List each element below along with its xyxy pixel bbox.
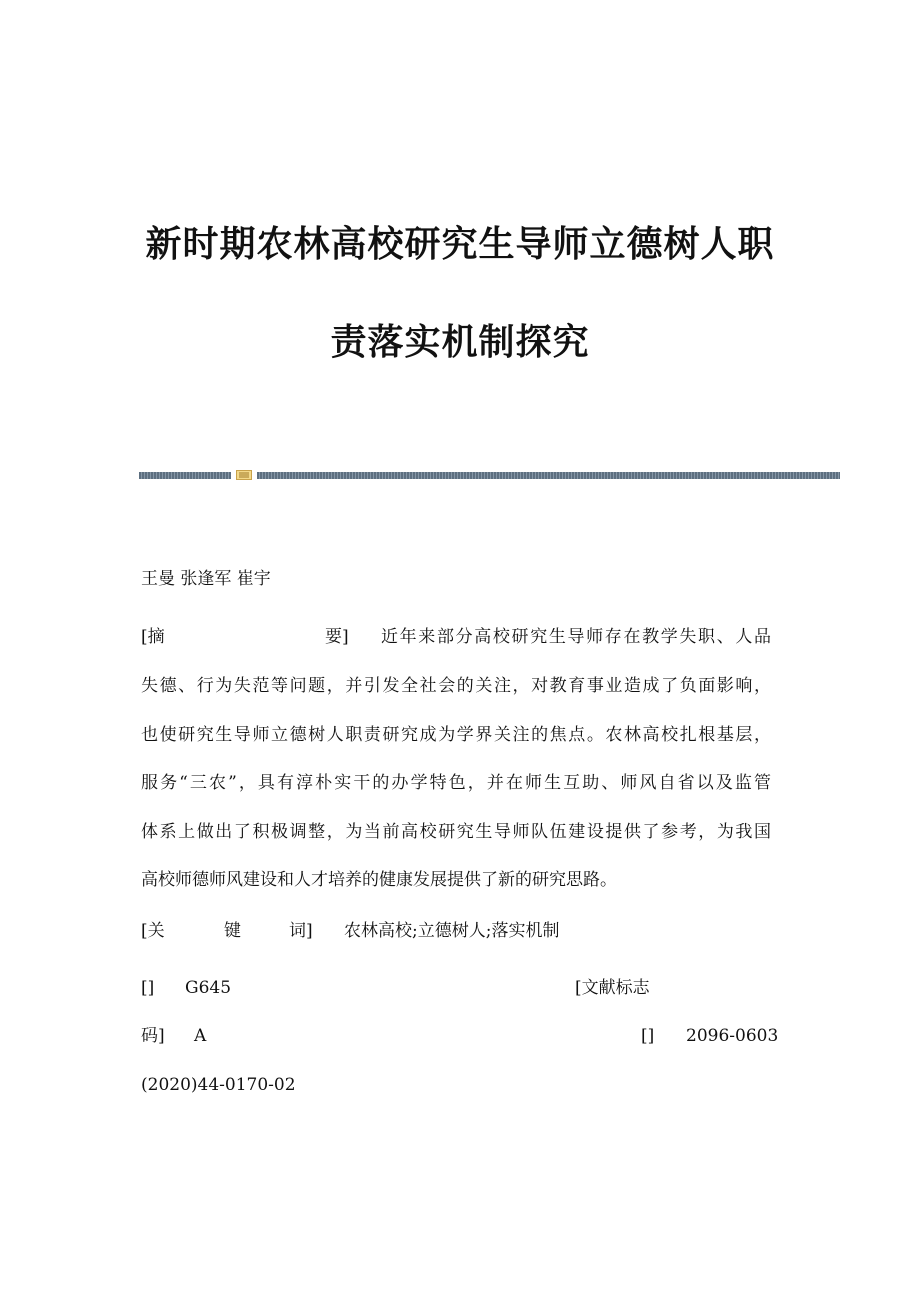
divider-bar-right bbox=[257, 472, 840, 479]
title-line-2: 责落实机制探究 bbox=[330, 322, 590, 363]
keywords-label-1: [关 bbox=[141, 921, 165, 941]
abstract-line: 高校师德师风建设和人才培养的健康发展提供了新的研究思路。 bbox=[141, 870, 617, 890]
issue-number: (2020)44-0170-02 bbox=[141, 1075, 296, 1095]
abstract-line: 体系上做出了积极调整，为当前高校研究生导师队伍建设提供了参考，为我国 bbox=[141, 822, 771, 842]
abstract-label-left: [摘 bbox=[141, 627, 165, 647]
issn: 2096-0603 bbox=[686, 1026, 779, 1046]
abstract-line: 失德、行为失范等问题，并引发全社会的关注，对教育事业造成了负面影响， bbox=[141, 676, 771, 696]
clc-code: G645 bbox=[185, 978, 232, 998]
doc-code-label-end: 码] bbox=[141, 1026, 165, 1046]
issn-bracket: [] bbox=[641, 1026, 655, 1046]
divider-emblem-icon bbox=[236, 470, 252, 480]
clc-bracket: [] bbox=[141, 978, 155, 998]
title-divider bbox=[139, 470, 840, 480]
divider-bar-left bbox=[139, 472, 231, 479]
authors: 王曼 张逢军 崔宇 bbox=[141, 569, 271, 589]
keywords-value: 农林高校;立德树人;落实机制 bbox=[344, 921, 560, 941]
title-line-1: 新时期农林高校研究生导师立德树人职 bbox=[145, 224, 775, 265]
abstract-line: 近年来部分高校研究生导师存在教学失职、人品 bbox=[381, 627, 771, 647]
doc-code: A bbox=[194, 1026, 207, 1046]
keywords-label-3: 词] bbox=[289, 921, 313, 941]
keywords-label-2: 键 bbox=[224, 921, 241, 941]
abstract-label-right: 要] bbox=[325, 627, 349, 647]
abstract-line: 也使研究生导师立德树人职责研究成为学界关注的焦点。农林高校扎根基层， bbox=[141, 725, 771, 745]
abstract-line: 服务“三农”，具有淳朴实干的办学特色，并在师生互助、师风自省以及监管 bbox=[141, 773, 771, 793]
doc-code-label: [文献标志 bbox=[575, 978, 650, 998]
